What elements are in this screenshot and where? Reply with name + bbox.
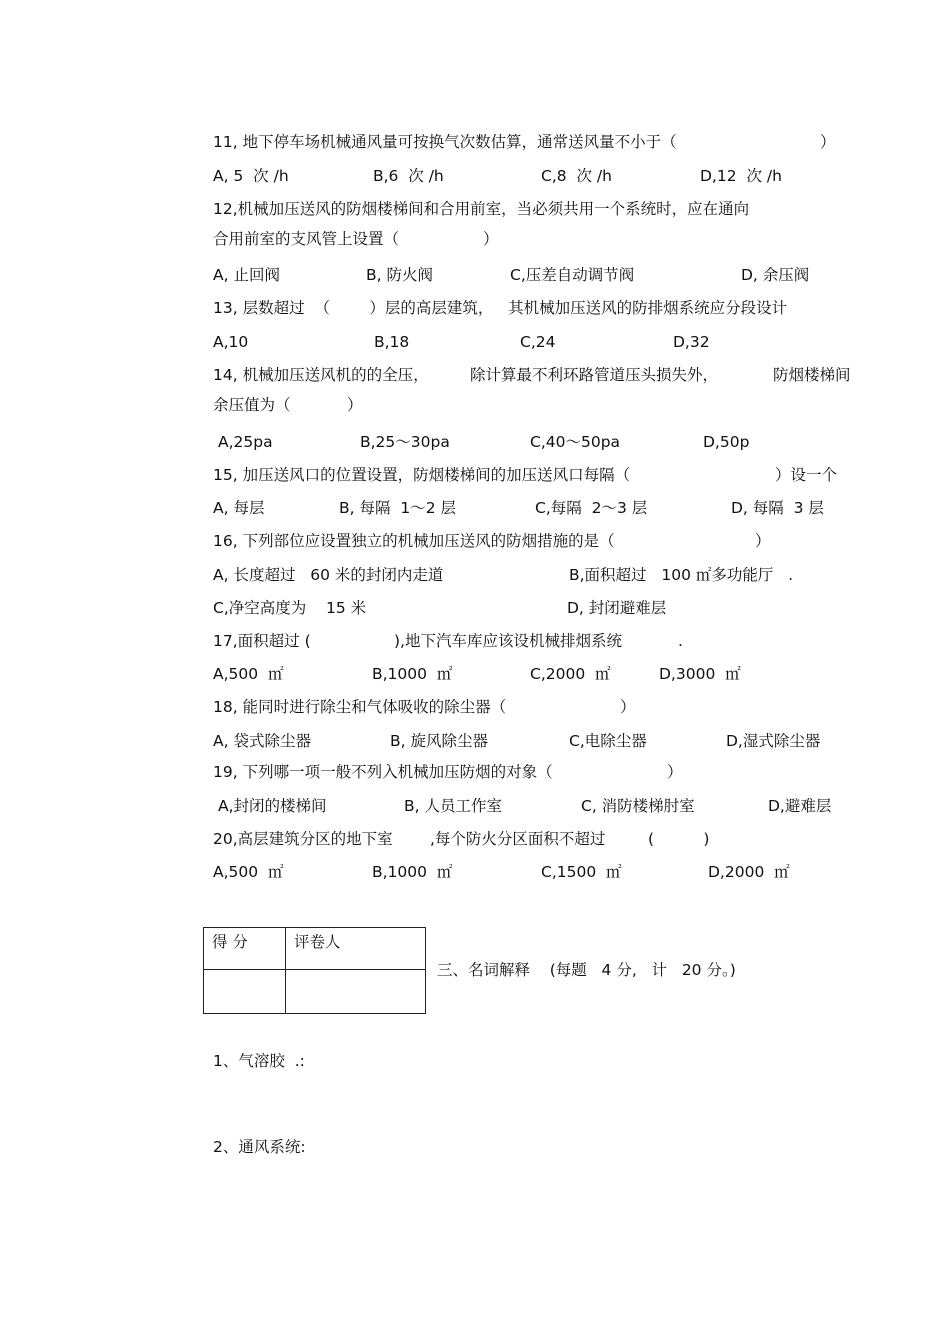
q19-answer-blank: ） xyxy=(667,763,683,781)
q15-stem: 15, 加压送风口的位置设置，防烟楼梯间的加压送风口每隔（ xyxy=(213,466,631,484)
q16-stem: 16, 下列部位应设置独立的机械加压送风的防烟措施的是（ xyxy=(213,532,615,550)
q18-stem: 18, 能同时进行除尘和气体吸收的除尘器（ xyxy=(213,698,507,716)
q17-option-c: C,2000 ㎡ xyxy=(530,665,611,683)
q11-option-a: A, 5 次 /h xyxy=(213,167,289,185)
q12-stem-line2: 合用前室的支风管上设置（ xyxy=(213,230,400,248)
q15-option-c: C,每隔 2～3 层 xyxy=(535,499,648,517)
q14-stem-line2: 余压值为（ xyxy=(213,396,291,414)
q12-option-b: B, 防火阀 xyxy=(366,266,433,284)
q11-option-d: D,12 次 /h xyxy=(700,167,782,185)
grader-cell[interactable] xyxy=(286,969,426,1013)
q17-stem-part2: ),地下汽车库应该设机械排烟系统 xyxy=(394,632,622,650)
q11-option-c: C,8 次 /h xyxy=(541,167,612,185)
q12-option-d: D, 余压阀 xyxy=(741,266,810,284)
q13-option-b: B,18 xyxy=(374,333,410,351)
q11-answer-blank: ） xyxy=(820,133,836,151)
q14-option-d: D,50p xyxy=(703,433,750,451)
q11-stem: 11, 地下停车场机械通风量可按换气次数估算，通常送风量不小于（ xyxy=(213,133,677,151)
q16-option-c: C,净空高度为 15 米 xyxy=(213,599,367,617)
q13-option-a: A,10 xyxy=(213,333,249,351)
q14-stem-part2: 除计算最不利环路管道压头损失外， xyxy=(470,366,719,384)
q14-answer-blank: ） xyxy=(347,396,363,414)
score-label: 得 分 xyxy=(204,928,286,970)
q20-option-a: A,500 ㎡ xyxy=(213,863,284,881)
q19-option-b: B, 人员工作室 xyxy=(404,797,502,815)
q20-stem-part2: ,每个防火分区面积不超过 xyxy=(430,830,606,848)
q17-option-a: A,500 ㎡ xyxy=(213,665,284,683)
score-table xyxy=(203,927,426,1014)
q17-stem-dot: . xyxy=(678,632,683,650)
q11-option-b: B,6 次 /h xyxy=(373,167,444,185)
q18-answer-blank: ） xyxy=(620,698,636,716)
q16-option-a: A, 长度超过 60 米的封闭内走道 xyxy=(213,566,444,584)
q16-option-b: B,面积超过 100 ㎡多功能厅 . xyxy=(569,566,794,584)
q14-option-a: A,25pa xyxy=(218,433,273,451)
q14-stem-part3: 防烟楼梯间 xyxy=(773,366,851,384)
q18-option-b: B, 旋风除尘器 xyxy=(390,732,488,750)
q17-stem-part1: 17,面积超过 ( xyxy=(213,632,311,650)
q15-option-a: A, 每层 xyxy=(213,499,265,517)
q18-option-c: C,电除尘器 xyxy=(569,732,647,750)
q12-option-c: C,压差自动调节阀 xyxy=(510,266,635,284)
q12-answer-blank: ） xyxy=(483,230,499,248)
q20-answer-blank: ( ) xyxy=(648,830,710,848)
q13-option-c: C,24 xyxy=(520,333,556,351)
q16-option-d: D, 封闭避难层 xyxy=(567,599,667,617)
q20-option-b: B,1000 ㎡ xyxy=(372,863,453,881)
grader-label: 评卷人 xyxy=(286,928,426,970)
q19-stem: 19, 下列哪一项一般不列入机械加压防烟的对象（ xyxy=(213,763,553,781)
term-1: 1、气溶胶 .: xyxy=(213,1052,305,1070)
q14-option-c: C,40～50pa xyxy=(530,433,621,451)
q14-option-b: B,25～30pa xyxy=(360,433,450,451)
q18-option-d: D,湿式除尘器 xyxy=(726,732,821,750)
q12-stem-line1: 12,机械加压送风的防烟楼梯间和合用前室，当必须共用一个系统时，应在通向 xyxy=(213,200,750,218)
q20-option-d: D,2000 ㎡ xyxy=(708,863,790,881)
score-cell[interactable] xyxy=(204,969,286,1013)
q17-option-d: D,3000 ㎡ xyxy=(659,665,741,683)
q20-stem-part1: 20,高层建筑分区的地下室 xyxy=(213,830,393,848)
q15-option-d: D, 每隔 3 层 xyxy=(731,499,824,517)
q17-option-b: B,1000 ㎡ xyxy=(372,665,453,683)
q20-option-c: C,1500 ㎡ xyxy=(541,863,622,881)
q18-option-a: A, 袋式除尘器 xyxy=(213,732,311,750)
q19-option-a: A,封闭的楼梯间 xyxy=(218,797,327,815)
q13-option-d: D,32 xyxy=(673,333,710,351)
q15-option-b: B, 每隔 1～2 层 xyxy=(339,499,456,517)
q16-answer-blank: ） xyxy=(755,532,771,550)
section-3-heading: 三、名词解释 (每题 4 分, 计 20 分。) xyxy=(437,961,736,979)
q19-option-d: D,避难层 xyxy=(768,797,832,815)
q19-option-c: C, 消防楼梯肘室 xyxy=(581,797,695,815)
q14-stem-part1: 14, 机械加压送风机的的全压， xyxy=(213,366,429,384)
q12-option-a: A, 止回阀 xyxy=(213,266,280,284)
q15-stem-end: ）设一个 xyxy=(775,466,838,484)
q13-stem: 13, 层数超过 （ ）层的高层建筑， 其机械加压送风的防排烟系统应分段设计 xyxy=(213,299,788,317)
term-2: 2、通风系统: xyxy=(213,1138,306,1156)
